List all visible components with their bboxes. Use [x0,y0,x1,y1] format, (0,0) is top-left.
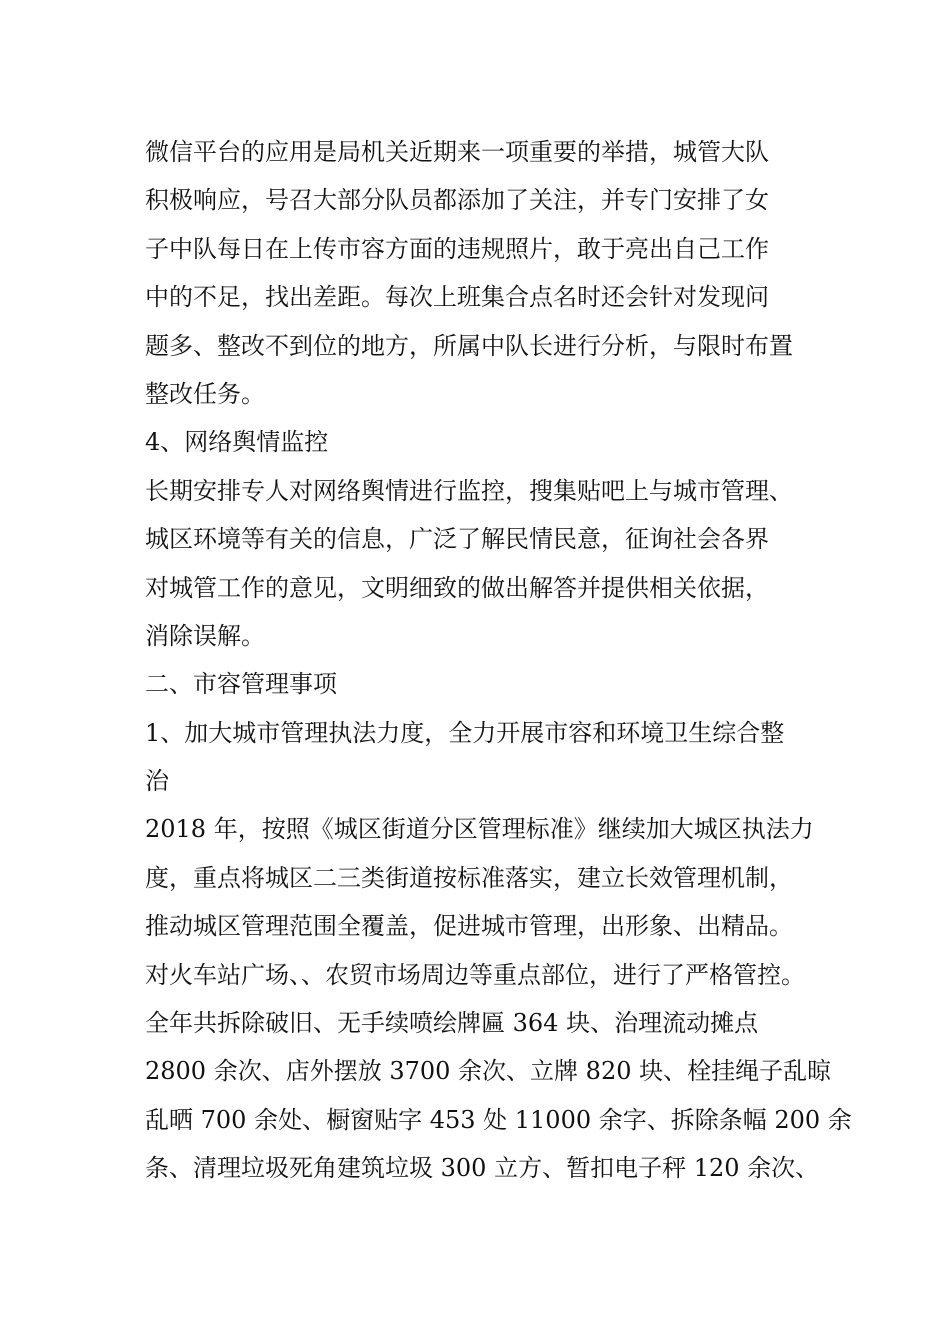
paragraph-line: 整改任务。 [145,379,265,408]
paragraph-line: 微信平台的应用是局机关近期来一项重要的举措，城管大队 [145,138,769,166]
subsection-heading: 1、加大城市管理执法力度，全力开展市容和环境卫生综合整 [145,718,785,747]
paragraph-line: 消除误解。 [145,621,265,650]
paragraph-line: 城区环境等有关的信息，广泛了解民情民意，征询社会各界 [145,525,769,554]
paragraph-line: 度，重点将城区二三类街道按标准落实，建立长效管理机制， [145,863,793,892]
paragraph-line: 积极响应，号召大部分队员都添加了关注，并专门安排了女 [145,186,769,215]
paragraph-line: 对火车站广场、、农贸市场周边等重点部位，进行了严格管控。 [145,960,805,989]
section-heading: 二、市容管理事项 [145,670,337,699]
paragraph-line: 乱晒 700 余处、橱窗贴字 453 处 11000 余字、拆除条幅 200 余 [145,1105,852,1134]
paragraph-line: 2800 余次、店外摆放 3700 余次、立牌 820 块、栓挂绳子乱晾 [145,1057,832,1086]
paragraph-line: 推动城区管理范围全覆盖，促进城市管理，出形象、出精品。 [145,912,793,941]
paragraph-line: 子中队每日在上传市容方面的违规照片，敢于亮出自己工作 [145,234,769,263]
paragraph-line: 条、清理垃圾死角建筑垃圾 300 立方、暂扣电子秤 120 余次、 [145,1154,820,1183]
paragraph-line: 中的不足，找出差距。每次上班集合点名时还会针对发现问 [145,283,769,312]
document-body [145,128,852,1193]
paragraph-line: 全年共拆除破旧、无手续喷绘牌匾 364 块、治理流动摊点 [145,1009,759,1038]
subsection-heading: 治 [145,767,169,796]
paragraph-line: 2018 年，按照《城区街道分区管理标准》继续加大城区执法力 [145,815,814,844]
paragraph-line: 对城管工作的意见，文明细致的做出解答并提供相关依据， [145,573,769,602]
paragraph-line: 长期安排专人对网络舆情进行监控，搜集贴吧上与城市管理、 [145,476,793,505]
section-heading: 4、网络舆情监控 [145,428,329,457]
paragraph-line: 题多、整改不到位的地方，所属中队长进行分析，与限时布置 [145,331,793,360]
